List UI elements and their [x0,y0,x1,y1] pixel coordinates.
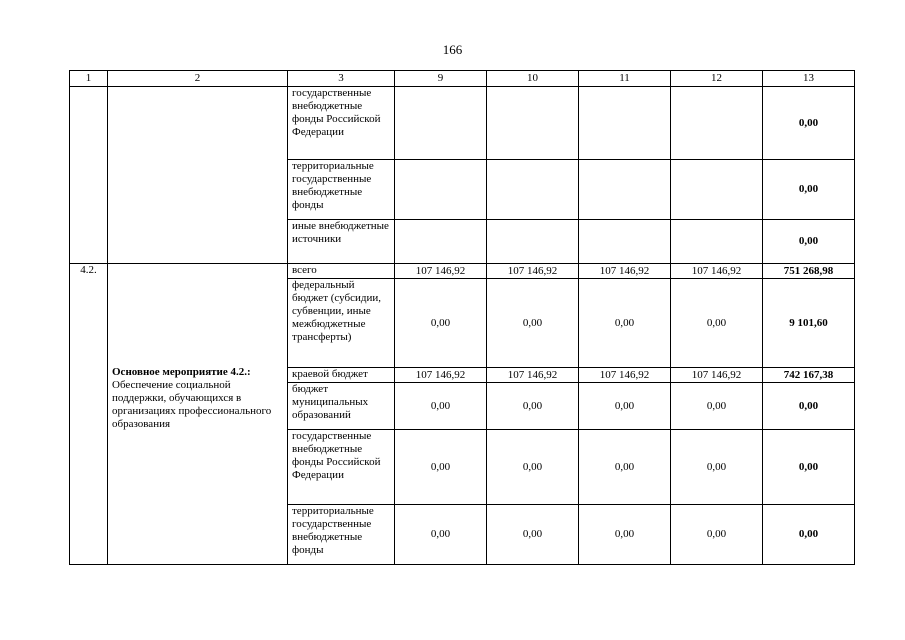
total-cell: 0,00 [763,160,855,220]
value-cell: 107 146,92 [579,264,671,279]
value-cell: 0,00 [579,383,671,430]
header-cell: 12 [671,71,763,87]
value-cell: 0,00 [671,505,763,565]
row-number-cell [70,87,108,264]
header-cell: 3 [288,71,395,87]
funding-source-cell: всего [288,264,395,279]
value-cell: 0,00 [579,430,671,505]
event-cell [108,264,288,565]
funding-source-cell: территориальные государственные внебюджетные фонды [288,505,395,565]
value-cell [671,220,763,264]
value-cell [579,220,671,264]
total-cell: 0,00 [763,383,855,430]
value-cell: 0,00 [671,279,763,368]
value-cell [395,87,487,160]
total-cell: 0,00 [763,430,855,505]
header-cell: 2 [108,71,288,87]
value-cell: 0,00 [487,430,579,505]
value-cell: 107 146,92 [671,264,763,279]
value-cell: 107 146,92 [671,368,763,383]
value-cell: 0,00 [487,383,579,430]
event-cell [108,87,288,264]
total-cell: 0,00 [763,505,855,565]
total-cell: 0,00 [763,220,855,264]
value-cell: 107 146,92 [395,264,487,279]
value-cell [579,160,671,220]
value-cell [395,220,487,264]
funding-source-cell: иные внебюджетные источники [288,220,395,264]
value-cell [487,87,579,160]
value-cell: 0,00 [671,430,763,505]
value-cell [671,87,763,160]
funding-source-cell: государственные внебюджетные фонды Российской Федерации [288,430,395,505]
header-cell: 13 [763,71,855,87]
budget-table [69,70,855,565]
header-cell: 9 [395,71,487,87]
total-cell: 9 101,60 [763,279,855,368]
header-cell: 10 [487,71,579,87]
funding-source-cell: федеральный бюджет (субсидии, субвенции, иные межбюджетные трансферты) [288,279,395,368]
value-cell [487,160,579,220]
value-cell: 0,00 [671,383,763,430]
funding-source-cell: территориальные государственные внебюджетные фонды [288,160,395,220]
table-row [70,264,855,279]
header-cell: 11 [579,71,671,87]
total-cell: 0,00 [763,87,855,160]
value-cell: 0,00 [579,279,671,368]
funding-source-cell: бюджет муниципальных образований [288,383,395,430]
total-cell: 742 167,38 [763,368,855,383]
value-cell [671,160,763,220]
value-cell: 107 146,92 [395,368,487,383]
value-cell: 0,00 [395,430,487,505]
value-cell [579,87,671,160]
table-header-row [70,71,855,87]
value-cell: 107 146,92 [579,368,671,383]
value-cell: 0,00 [395,505,487,565]
event-title: Основное мероприятие 4.2.: [112,366,251,378]
row-number-cell: 4.2. [70,264,108,565]
value-cell [487,220,579,264]
table-row [70,87,855,160]
value-cell: 0,00 [487,279,579,368]
value-cell [395,160,487,220]
event-description: Обеспечение социальной поддержки, обучающихся в организациях профессионального образования [112,379,272,430]
header-cell: 1 [70,71,108,87]
value-cell: 107 146,92 [487,264,579,279]
value-cell: 107 146,92 [487,368,579,383]
total-cell: 751 268,98 [763,264,855,279]
value-cell: 0,00 [487,505,579,565]
funding-source-cell: краевой бюджет [288,368,395,383]
page-number: 166 [442,42,463,57]
value-cell: 0,00 [579,505,671,565]
value-cell: 0,00 [395,383,487,430]
funding-source-cell: государственные внебюджетные фонды Российской Федерации [288,87,395,160]
value-cell: 0,00 [395,279,487,368]
